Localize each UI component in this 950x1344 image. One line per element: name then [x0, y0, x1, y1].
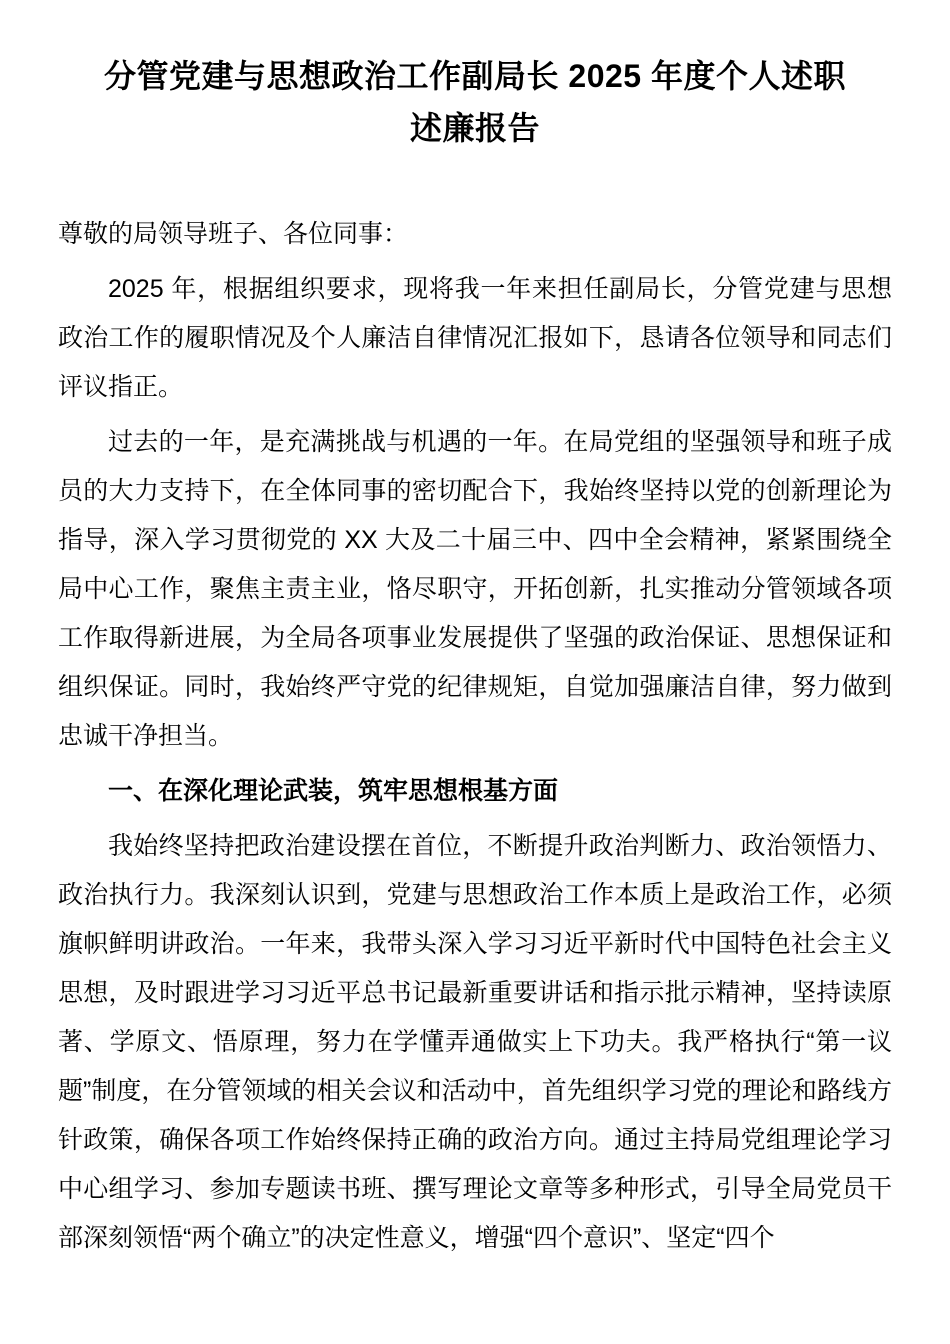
title-line-1: 分管党建与思想政治工作副局长 2025 年度个人述职 [104, 58, 846, 94]
document-title [58, 50, 892, 154]
title-line-2: 述廉报告 [409, 110, 540, 146]
paragraph-report-intro: 2025 年，根据组织要求，现将我一年来担任副局长，分管党建与思想政治工作的履职情况及个人廉洁自律情况汇报如下，恳请各位领导和同志们评议指正。 [58, 275, 892, 401]
paragraph-year-overview: 过去的一年，是充满挑战与机遇的一年。在局党组的坚强领导和班子成员的大力支持下，在全体同事的密切配合下，我始终坚持以党的创新理论为指导，深入学习贯彻党的 XX 大及二十届三中、四中全会精神，紧紧围绕全局中心工作，聚焦主责主业，恪尽职守，开拓创新，扎实推动分管领域各项工作取得新进展，为全局各项事业发展提供了坚强的政治保证、思想保证和组织保证。同时，我始终严守党的纪律规矩，自觉加强廉洁自律，努力做到忠诚干净担当。 [58, 428, 892, 750]
paragraph-theory-body: 我始终坚持把政治建设摆在首位，不断提升政治判断力、政治领悟力、政治执行力。我深刻认识到，党建与思想政治工作本质上是政治工作，必须旗帜鲜明讲政治。一年来，我带头深入学习习近平新时代中国特色社会主义思想，及时跟进学习习近平总书记最新重要讲话和指示批示精神，坚持读原著、学原文、悟原理，努力在学懂弄通做实上下功夫。我严格执行“第一议题”制度，在分管领域的相关会议和活动中，首先组织学习党的理论和路线方针政策，确保各项工作始终保持正确的政治方向。通过主持局党组理论学习中心组学习、参加专题读书班、撰写理论文章等多种形式，引导全局党员干部深刻领悟“两个确立”的决定性意义，增强“四个意识”、坚定“四个 [58, 832, 892, 1252]
salutation: 尊敬的局领导班子、各位同事： [58, 220, 409, 248]
section-heading-theory: 一、在深化理论武装，筑牢思想根基方面 [108, 777, 559, 805]
